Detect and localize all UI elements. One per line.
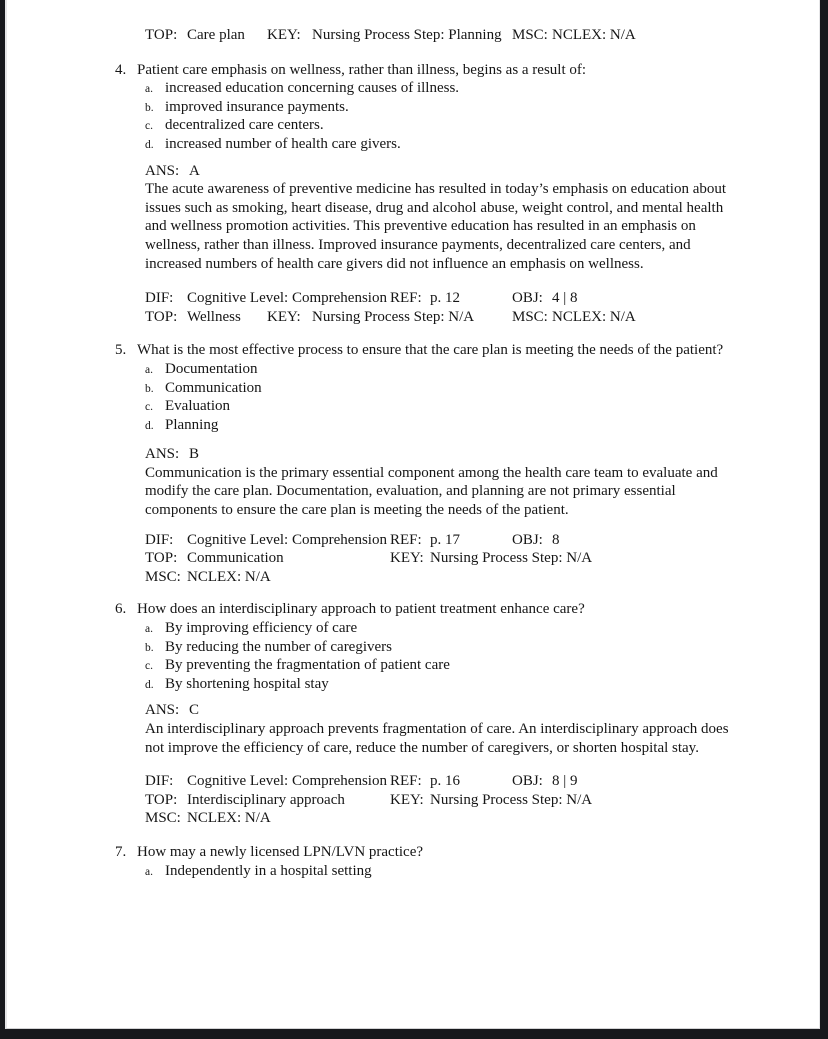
meta-dif-value: Cognitive Level: Comprehension bbox=[187, 773, 387, 790]
meta-ref-value: p. 17 bbox=[430, 531, 460, 548]
option-letter: d. bbox=[145, 138, 154, 151]
option-text: increased number of health care givers. bbox=[165, 135, 401, 152]
meta-top-value: Communication bbox=[187, 550, 284, 567]
question-stem: What is the most effective process to ensure that the care plan is meeting the needs of the patient? bbox=[137, 342, 724, 359]
option-d bbox=[145, 416, 735, 435]
option-text: Communication bbox=[165, 379, 262, 396]
answer-value: A bbox=[189, 162, 200, 179]
option-letter: b. bbox=[145, 382, 154, 395]
option-letter: b. bbox=[145, 641, 154, 654]
option-text: Evaluation bbox=[165, 398, 230, 415]
meta-top-value: Wellness bbox=[187, 308, 241, 325]
meta-obj-value: 4 | 8 bbox=[552, 290, 578, 307]
option-c bbox=[145, 397, 735, 416]
question-number: 6. bbox=[115, 601, 127, 618]
answer-block-6 bbox=[145, 701, 746, 757]
question-number: 7. bbox=[115, 843, 127, 860]
option-letter: d. bbox=[145, 678, 154, 691]
option-letter: a. bbox=[145, 83, 153, 96]
meta-msc-label: MSC: bbox=[145, 568, 181, 585]
meta-row-msc-6 bbox=[7, 809, 819, 828]
meta-key-value: Nursing Process Step: N/A bbox=[312, 308, 475, 325]
option-letter: a. bbox=[145, 363, 153, 376]
answer-block-5 bbox=[145, 445, 746, 519]
answer-label: ANS: bbox=[145, 162, 180, 179]
option-text: Independently in a hospital setting bbox=[165, 862, 372, 879]
options-list bbox=[145, 862, 735, 881]
answer-value: C bbox=[189, 702, 200, 719]
option-text: Planning bbox=[165, 416, 219, 433]
option-a bbox=[145, 360, 735, 379]
option-text: By preventing the fragmentation of patient care bbox=[165, 657, 450, 674]
meta-msc-value: NCLEX: N/A bbox=[187, 810, 271, 827]
meta-msc-value: NCLEX: N/A bbox=[552, 27, 636, 43]
option-b bbox=[145, 379, 735, 398]
option-b bbox=[145, 638, 735, 657]
question-stem: How may a newly licensed LPN/LVN practice? bbox=[137, 843, 424, 860]
rationale: Communication is the primary essential component among the health care team to evaluate and modify the care plan. Documentation, evaluation, and planning are not primary essential components to ensure the care plan is meeting the needs of the patient. bbox=[145, 464, 718, 519]
option-text: Documentation bbox=[165, 360, 258, 377]
meta-row-top-4 bbox=[7, 308, 819, 327]
meta-ref-label: REF: bbox=[390, 290, 422, 307]
meta-msc-label: MSC: bbox=[512, 27, 548, 43]
meta-key-label: KEY: bbox=[267, 308, 301, 325]
meta-row-dif-5 bbox=[7, 531, 819, 550]
meta-top-label: TOP: bbox=[145, 550, 178, 567]
meta-row-dif-6 bbox=[7, 772, 819, 791]
options-list bbox=[145, 619, 735, 693]
meta-row-carryover bbox=[7, 26, 819, 45]
option-letter: c. bbox=[145, 120, 153, 133]
meta-dif-value: Cognitive Level: Comprehension bbox=[187, 531, 387, 548]
answer-line bbox=[145, 445, 746, 464]
answer-line bbox=[145, 162, 746, 181]
question-stem: Patient care emphasis on wellness, rather than illness, begins as a result of: bbox=[137, 61, 587, 78]
meta-ref-value: p. 16 bbox=[430, 773, 460, 790]
meta-msc-label: MSC: bbox=[145, 810, 181, 827]
options-list bbox=[145, 360, 735, 434]
meta-obj-label: OBJ: bbox=[512, 531, 543, 548]
option-letter: b. bbox=[145, 101, 154, 114]
option-text: decentralized care centers. bbox=[165, 117, 324, 134]
meta-key-label: KEY: bbox=[390, 550, 424, 567]
question-number: 4. bbox=[115, 61, 127, 78]
meta-top-value: Care plan bbox=[187, 27, 245, 43]
option-a bbox=[145, 619, 735, 638]
meta-key-value: Nursing Process Step: Planning bbox=[312, 27, 502, 43]
option-letter: c. bbox=[145, 660, 153, 673]
meta-top-label: TOP: bbox=[145, 791, 178, 808]
rationale: An interdisciplinary approach prevents fragmentation of care. An interdisciplinary approach does not improve the efficiency of care, reduce the number of caregivers, or shorten hospital stay. bbox=[145, 721, 729, 756]
answer-label: ANS: bbox=[145, 446, 180, 463]
meta-row-msc-5 bbox=[7, 568, 819, 587]
meta-msc-value: NCLEX: N/A bbox=[187, 568, 271, 585]
option-d bbox=[145, 135, 735, 154]
option-c bbox=[145, 116, 735, 135]
meta-key-label: KEY: bbox=[390, 791, 424, 808]
page-content bbox=[7, 0, 819, 880]
question-7 bbox=[7, 843, 819, 880]
option-d bbox=[145, 675, 735, 694]
meta-msc-value: NCLEX: N/A bbox=[552, 308, 636, 325]
question-stem: How does an interdisciplinary approach to patient treatment enhance care? bbox=[137, 601, 585, 618]
meta-top-label: TOP: bbox=[145, 27, 178, 43]
meta-dif-label: DIF: bbox=[145, 531, 174, 548]
answer-line bbox=[145, 701, 746, 720]
question-4 bbox=[7, 61, 819, 154]
option-text: By improving efficiency of care bbox=[165, 620, 358, 637]
meta-msc-label: MSC: bbox=[512, 308, 548, 325]
question-5 bbox=[7, 341, 819, 434]
document-page bbox=[5, 0, 820, 1029]
option-text: improved insurance payments. bbox=[165, 98, 349, 115]
answer-label: ANS: bbox=[145, 702, 180, 719]
options-list bbox=[145, 79, 735, 153]
option-text: increased education concerning causes of illness. bbox=[165, 80, 460, 97]
question-number: 5. bbox=[115, 342, 127, 359]
option-b bbox=[145, 98, 735, 117]
option-text: By reducing the number of caregivers bbox=[165, 638, 392, 655]
meta-ref-label: REF: bbox=[390, 773, 422, 790]
meta-ref-label: REF: bbox=[390, 531, 422, 548]
option-letter: c. bbox=[145, 401, 153, 414]
meta-row-dif-4 bbox=[7, 289, 819, 308]
answer-block-4 bbox=[145, 162, 746, 274]
meta-dif-label: DIF: bbox=[145, 773, 174, 790]
meta-obj-label: OBJ: bbox=[512, 290, 543, 307]
option-letter: a. bbox=[145, 623, 153, 636]
meta-obj-label: OBJ: bbox=[512, 773, 543, 790]
meta-dif-label: DIF: bbox=[145, 290, 174, 307]
option-letter: d. bbox=[145, 419, 154, 432]
rationale: The acute awareness of preventive medicine has resulted in today’s emphasis on education about issues such as smoking, heart disease, drug and alcohol abuse, weight control, and mental health and wellness promotion activities. This preventive education has resulted in an emphasis on wellness, rather than illness. Improved insurance payments, decentralized care centers, and increased numbers of health care givers did not influence an emphasis on wellness. bbox=[145, 181, 727, 272]
meta-dif-value: Cognitive Level: Comprehension bbox=[187, 290, 387, 307]
meta-top-value: Interdisciplinary approach bbox=[187, 791, 345, 808]
meta-obj-value: 8 bbox=[552, 531, 560, 548]
meta-key-value: Nursing Process Step: N/A bbox=[430, 791, 593, 808]
option-a bbox=[145, 79, 735, 98]
answer-value: B bbox=[189, 446, 200, 463]
option-c bbox=[145, 656, 735, 675]
meta-obj-value: 8 | 9 bbox=[552, 773, 578, 790]
option-letter: a. bbox=[145, 865, 153, 878]
meta-ref-value: p. 12 bbox=[430, 290, 460, 307]
meta-key-value: Nursing Process Step: N/A bbox=[430, 550, 593, 567]
option-a bbox=[145, 862, 735, 881]
meta-key-label: KEY: bbox=[267, 27, 301, 43]
meta-row-top-5 bbox=[7, 549, 819, 568]
meta-row-top-6 bbox=[7, 791, 819, 810]
question-6 bbox=[7, 600, 819, 693]
meta-top-label: TOP: bbox=[145, 308, 178, 325]
option-text: By shortening hospital stay bbox=[165, 675, 329, 692]
